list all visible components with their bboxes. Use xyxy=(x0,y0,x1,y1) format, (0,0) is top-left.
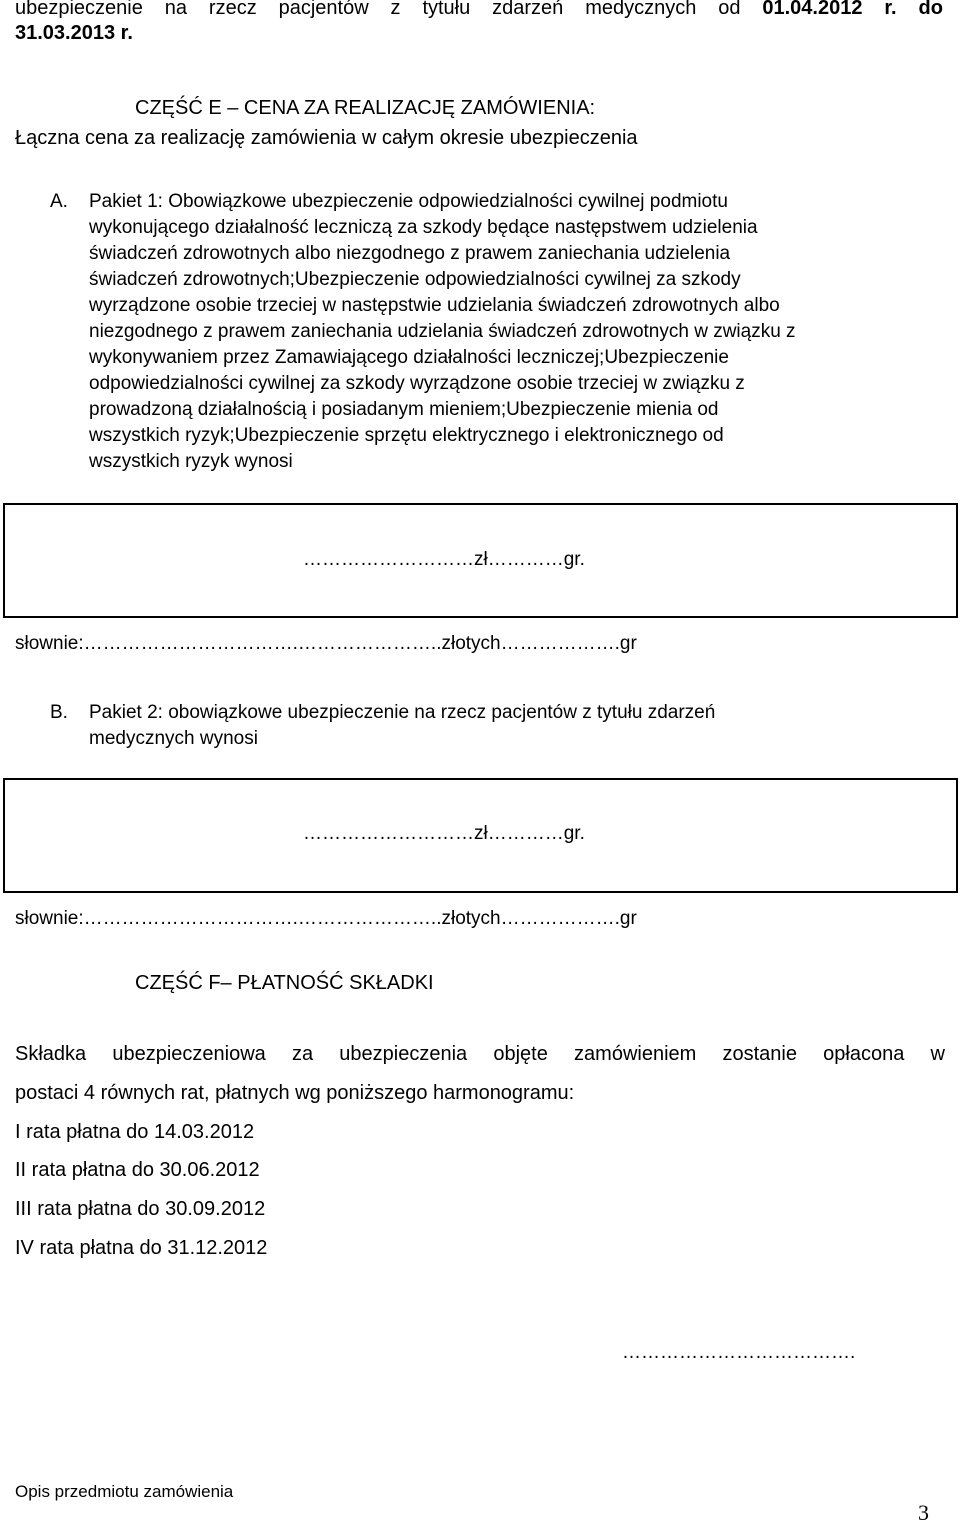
intro-word: tytułu xyxy=(422,0,471,19)
signature-line[interactable]: ………………………………. xyxy=(622,1342,856,1363)
installment-1: I rata płatna do 14.03.2012 xyxy=(15,1121,255,1143)
description-line: Pakiet 2: obowiązkowe ubezpieczenie na rzecz pacjentów z tytułu zdarzeń xyxy=(89,702,716,723)
description-line: wykonującego działalność leczniczą za szkody będące następstwem udzielenia xyxy=(89,217,758,238)
package-b-price-line: ………………………zł…………gr. xyxy=(303,823,585,844)
paragraph-word: zostanie xyxy=(722,1043,797,1065)
installment-2: II rata płatna do 30.06.2012 xyxy=(15,1159,260,1181)
paragraph-word: Składka xyxy=(15,1043,87,1065)
paragraph-word: w xyxy=(930,1043,945,1065)
intro-line-2: 31.03.2013 r. xyxy=(15,22,133,44)
installment-4: IV rata płatna do 31.12.2012 xyxy=(15,1237,268,1259)
intro-word: zdarzeń xyxy=(492,0,564,19)
intro-word: medycznych xyxy=(585,0,697,19)
paragraph-word: opłacona xyxy=(823,1043,905,1065)
description-line: odpowiedzialności cywilnej za szkody wyrządzone osobie trzeciej w związku z xyxy=(89,373,745,394)
intro-line-1 xyxy=(15,0,943,20)
description-line: medycznych wynosi xyxy=(89,728,258,749)
package-b-price-box[interactable] xyxy=(3,778,958,893)
footer-label: Opis przedmiotu zamówienia xyxy=(15,1482,234,1501)
description-line: niezgodnego z prawem zaniechania udzielania świadczeń zdrowotnych w związku z xyxy=(89,321,796,342)
part-e-heading: CZĘŚĆ E – CENA ZA REALIZACJĘ ZAMÓWIENIA: xyxy=(135,97,596,119)
intro-word: na xyxy=(164,0,188,19)
description-line: wszystkich ryzyk wynosi xyxy=(89,451,293,472)
intro-word: r. xyxy=(884,0,897,19)
intro-word: pacjentów xyxy=(278,0,369,19)
package-a-amount-in-words[interactable]: słownie:…………………………….…………………..złotych……………….gr xyxy=(15,633,637,654)
description-line: wykonywaniem przez Zamawiającego działalności leczniczej;Ubezpieczenie xyxy=(89,347,729,368)
package-b-marker: B. xyxy=(50,702,68,723)
installment-3: III rata płatna do 30.09.2012 xyxy=(15,1198,266,1220)
package-a-description xyxy=(89,189,796,475)
description-line: wyrządzone osobie trzeciej w następstwie udzielania świadczeń zdrowotnych albo xyxy=(89,295,780,316)
package-a-price-line: ………………………zł…………gr. xyxy=(303,549,585,570)
description-line: świadczeń zdrowotnych albo niezgodnego z prawem zaniechania udzielenia xyxy=(89,243,731,264)
part-f-paragraph-line-2: postaci 4 równych rat, płatnych wg poniższego harmonogramu: xyxy=(15,1082,575,1104)
part-f-heading: CZĘŚĆ F– PŁATNOŚĆ SKŁADKI xyxy=(135,972,434,994)
part-e-subtitle: Łączna cena za realizację zamówienia w całym okresie ubezpieczenia xyxy=(15,127,638,149)
intro-word: z xyxy=(390,0,401,19)
description-line: świadczeń zdrowotnych;Ubezpieczenie odpowiedzialności cywilnej za szkody xyxy=(89,269,741,290)
description-line: prowadzoną działalnością i posiadanym mieniem;Ubezpieczenie mienia od xyxy=(89,399,719,420)
paragraph-word: za xyxy=(291,1043,314,1065)
paragraph-word: ubezpieczeniowa xyxy=(112,1043,266,1065)
paragraph-word: ubezpieczenia xyxy=(339,1043,468,1065)
intro-word: 01.04.2012 xyxy=(762,0,863,19)
paragraph-word: zamówieniem xyxy=(574,1043,697,1065)
intro-word: do xyxy=(918,0,943,19)
package-a-price-box[interactable] xyxy=(3,503,958,618)
part-f-paragraph-line-1 xyxy=(15,1042,945,1066)
package-a-marker: A. xyxy=(50,191,68,212)
package-b-amount-in-words[interactable]: słownie:…………………………….…………………..złotych……………….gr xyxy=(15,908,637,929)
description-line: wszystkich ryzyk;Ubezpieczenie sprzętu elektrycznego i elektronicznego od xyxy=(89,425,724,446)
intro-word: ubezpieczenie xyxy=(15,0,143,19)
intro-word: od xyxy=(718,0,741,19)
page-number: 3 xyxy=(918,1500,929,1525)
description-line: Pakiet 1: Obowiązkowe ubezpieczenie odpowiedzialności cywilnej podmiotu xyxy=(89,191,728,212)
intro-word: rzecz xyxy=(208,0,257,19)
package-b-description xyxy=(89,700,715,752)
paragraph-word: objęte xyxy=(493,1043,548,1065)
